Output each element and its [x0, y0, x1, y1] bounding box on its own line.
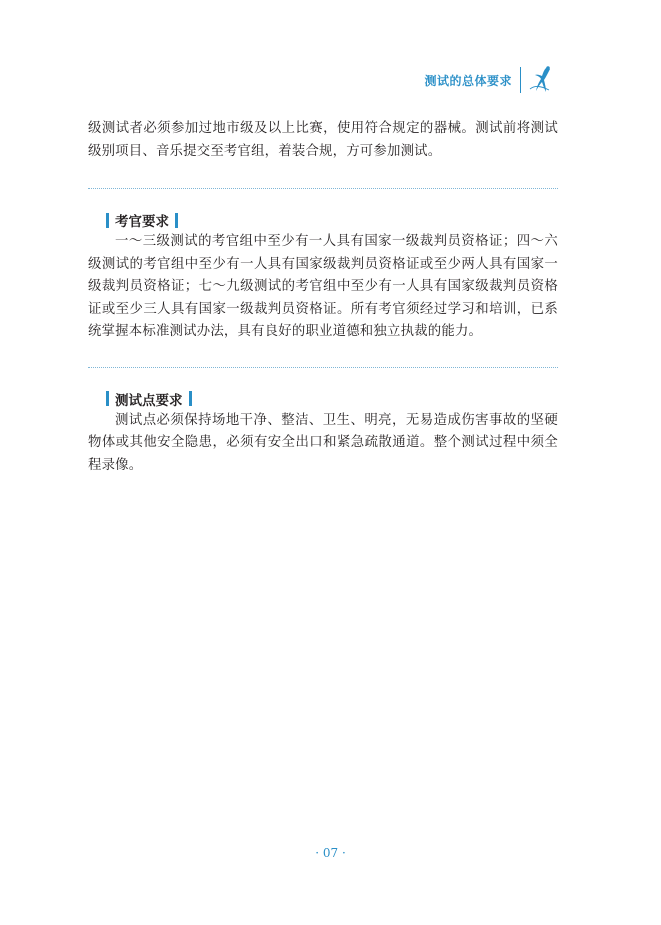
section-heading-test-site	[106, 389, 558, 409]
heading-bar-right	[189, 391, 192, 406]
running-header	[424, 64, 553, 96]
dotted-separator	[88, 188, 558, 189]
header-title: 测试的总体要求	[424, 73, 512, 88]
heading-bar-left	[106, 213, 109, 228]
heading-bar-left	[106, 391, 109, 406]
header-divider	[520, 67, 521, 93]
dotted-separator	[88, 367, 558, 368]
dancer-silhouette-icon	[527, 65, 553, 95]
section-heading-text: 考官要求	[115, 214, 169, 230]
section-heading-examiners	[106, 210, 558, 230]
section-paragraph-test-site: 测试点必须保持场地干净、整洁、卫生、明亮，无易造成伤害事故的坚硬物体或其他安全隐患，必须有安全出口和紧急疏散通道。整个测试过程中须全程录像。	[88, 412, 558, 473]
heading-bar-right	[175, 213, 178, 228]
page-number: · 07 ·	[315, 846, 346, 860]
intro-paragraph: 级测试者必须参加过地市级及以上比赛，使用符合规定的器械。测试前将测试级别项目、音乐提交至考官组，着装合规，方可参加测试。	[88, 121, 558, 159]
section-heading-text: 测试点要求	[115, 392, 183, 409]
page-content	[88, 118, 558, 477]
section-paragraph-examiners: 一～三级测试的考官组中至少有一人具有国家一级裁判员资格证；四～六级测试的考官组中至少有一人具有国家级裁判员资格证或至少两人具有国家一级裁判员资格证；七～九级测试的考官组中至少有一人具有国家级裁判员资格证或至少三人具有国家一级裁判员资格证。所有考官须经过学习和培训，已系统掌握本标准测试办法，具有良好的职业道德和独立执裁的能力。	[88, 234, 558, 339]
